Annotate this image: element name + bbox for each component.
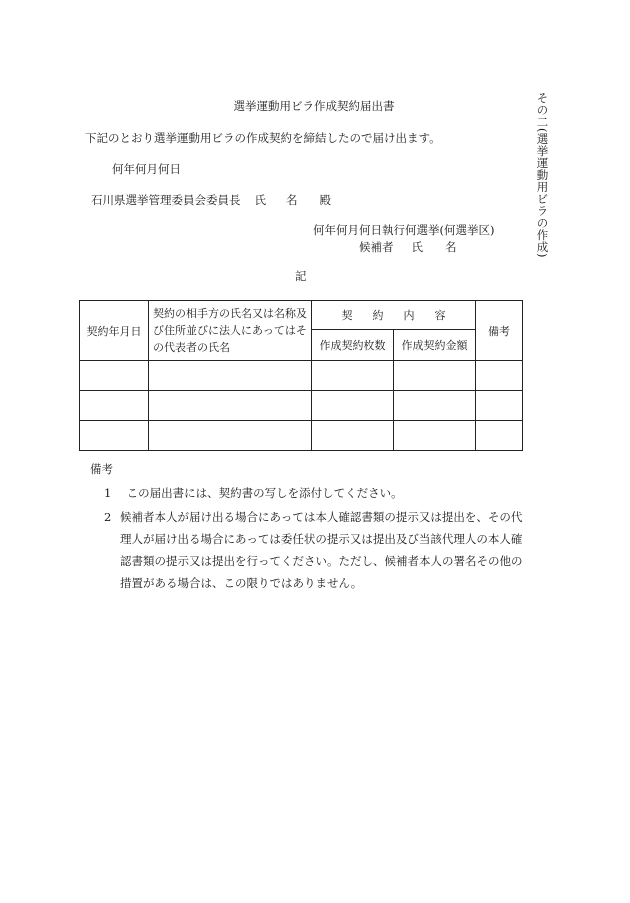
cell-remarks[interactable]: [476, 361, 523, 391]
header-contract-date: 契約年月日: [80, 301, 149, 361]
addressee-org: 石川県選挙管理委員会委員長: [91, 193, 241, 207]
cell-date[interactable]: [80, 391, 149, 421]
header-remarks: 備考: [476, 301, 523, 361]
contract-table: [79, 300, 523, 451]
notes-heading: 備考: [90, 462, 113, 476]
header-contract-amount: 作成契約金額: [394, 330, 476, 361]
cell-amount[interactable]: [394, 361, 476, 391]
candidate-role: 候補者: [359, 240, 394, 254]
cell-count[interactable]: [312, 391, 394, 421]
header-contract-contents: 契 約 内 容: [312, 301, 476, 330]
cell-amount[interactable]: [394, 391, 476, 421]
note-item-2: [104, 506, 524, 594]
addressee-shi: 氏: [254, 193, 266, 207]
note-number: 2: [104, 510, 112, 524]
candidate-line: [359, 239, 457, 255]
cell-count[interactable]: [312, 361, 394, 391]
election-name: 何年何月何日執行何選挙(何選挙区): [313, 223, 495, 237]
addressee-dono: 殿: [319, 193, 331, 207]
addressee-mei: 名: [286, 193, 298, 207]
note-number: 1: [104, 486, 112, 500]
header-sheet-count: 作成契約枚数: [312, 330, 394, 361]
header-contract-party: 契約の相手方の氏名又は名称及び住所並びに法人にあってはその代表者の氏名: [149, 301, 312, 361]
ki-heading: 記: [295, 269, 307, 283]
cell-remarks[interactable]: [476, 391, 523, 421]
intro-text: 下記のとおり選挙運動用ビラの作成契約を締結したので届け出ます。: [85, 131, 441, 145]
form-type-label: その二(選挙運動用ビラの作成): [535, 92, 550, 258]
addressee: [91, 192, 331, 208]
table-row: [80, 421, 523, 451]
cell-count[interactable]: [312, 421, 394, 451]
table-row: [80, 361, 523, 391]
cell-party[interactable]: [149, 361, 312, 391]
note-text: この届出書には、契約書の写しを添付してください。: [126, 486, 403, 500]
submission-date: 何年何月何日: [112, 162, 181, 176]
note-item-1: [104, 485, 403, 501]
cell-date[interactable]: [80, 361, 149, 391]
cell-amount[interactable]: [394, 421, 476, 451]
note-text: 候補者本人が届け出る場合にあっては本人確認書類の提示又は提出を、その代理人が届け出る場合にあっては委任状の提示又は提出及び当該代理人の本人確認書類の提示又は提出を行ってください。ただし、候補者本人の署名その他の措置がある場合は、この限りではありません。: [120, 510, 523, 590]
cell-remarks[interactable]: [476, 421, 523, 451]
cell-party[interactable]: [149, 391, 312, 421]
cell-party[interactable]: [149, 421, 312, 451]
candidate-shi: 氏: [411, 240, 423, 254]
table-row: [80, 391, 523, 421]
cell-date[interactable]: [80, 421, 149, 451]
document-title: 選挙運動用ビラ作成契約届出書: [233, 99, 395, 113]
candidate-mei: 名: [445, 240, 457, 254]
